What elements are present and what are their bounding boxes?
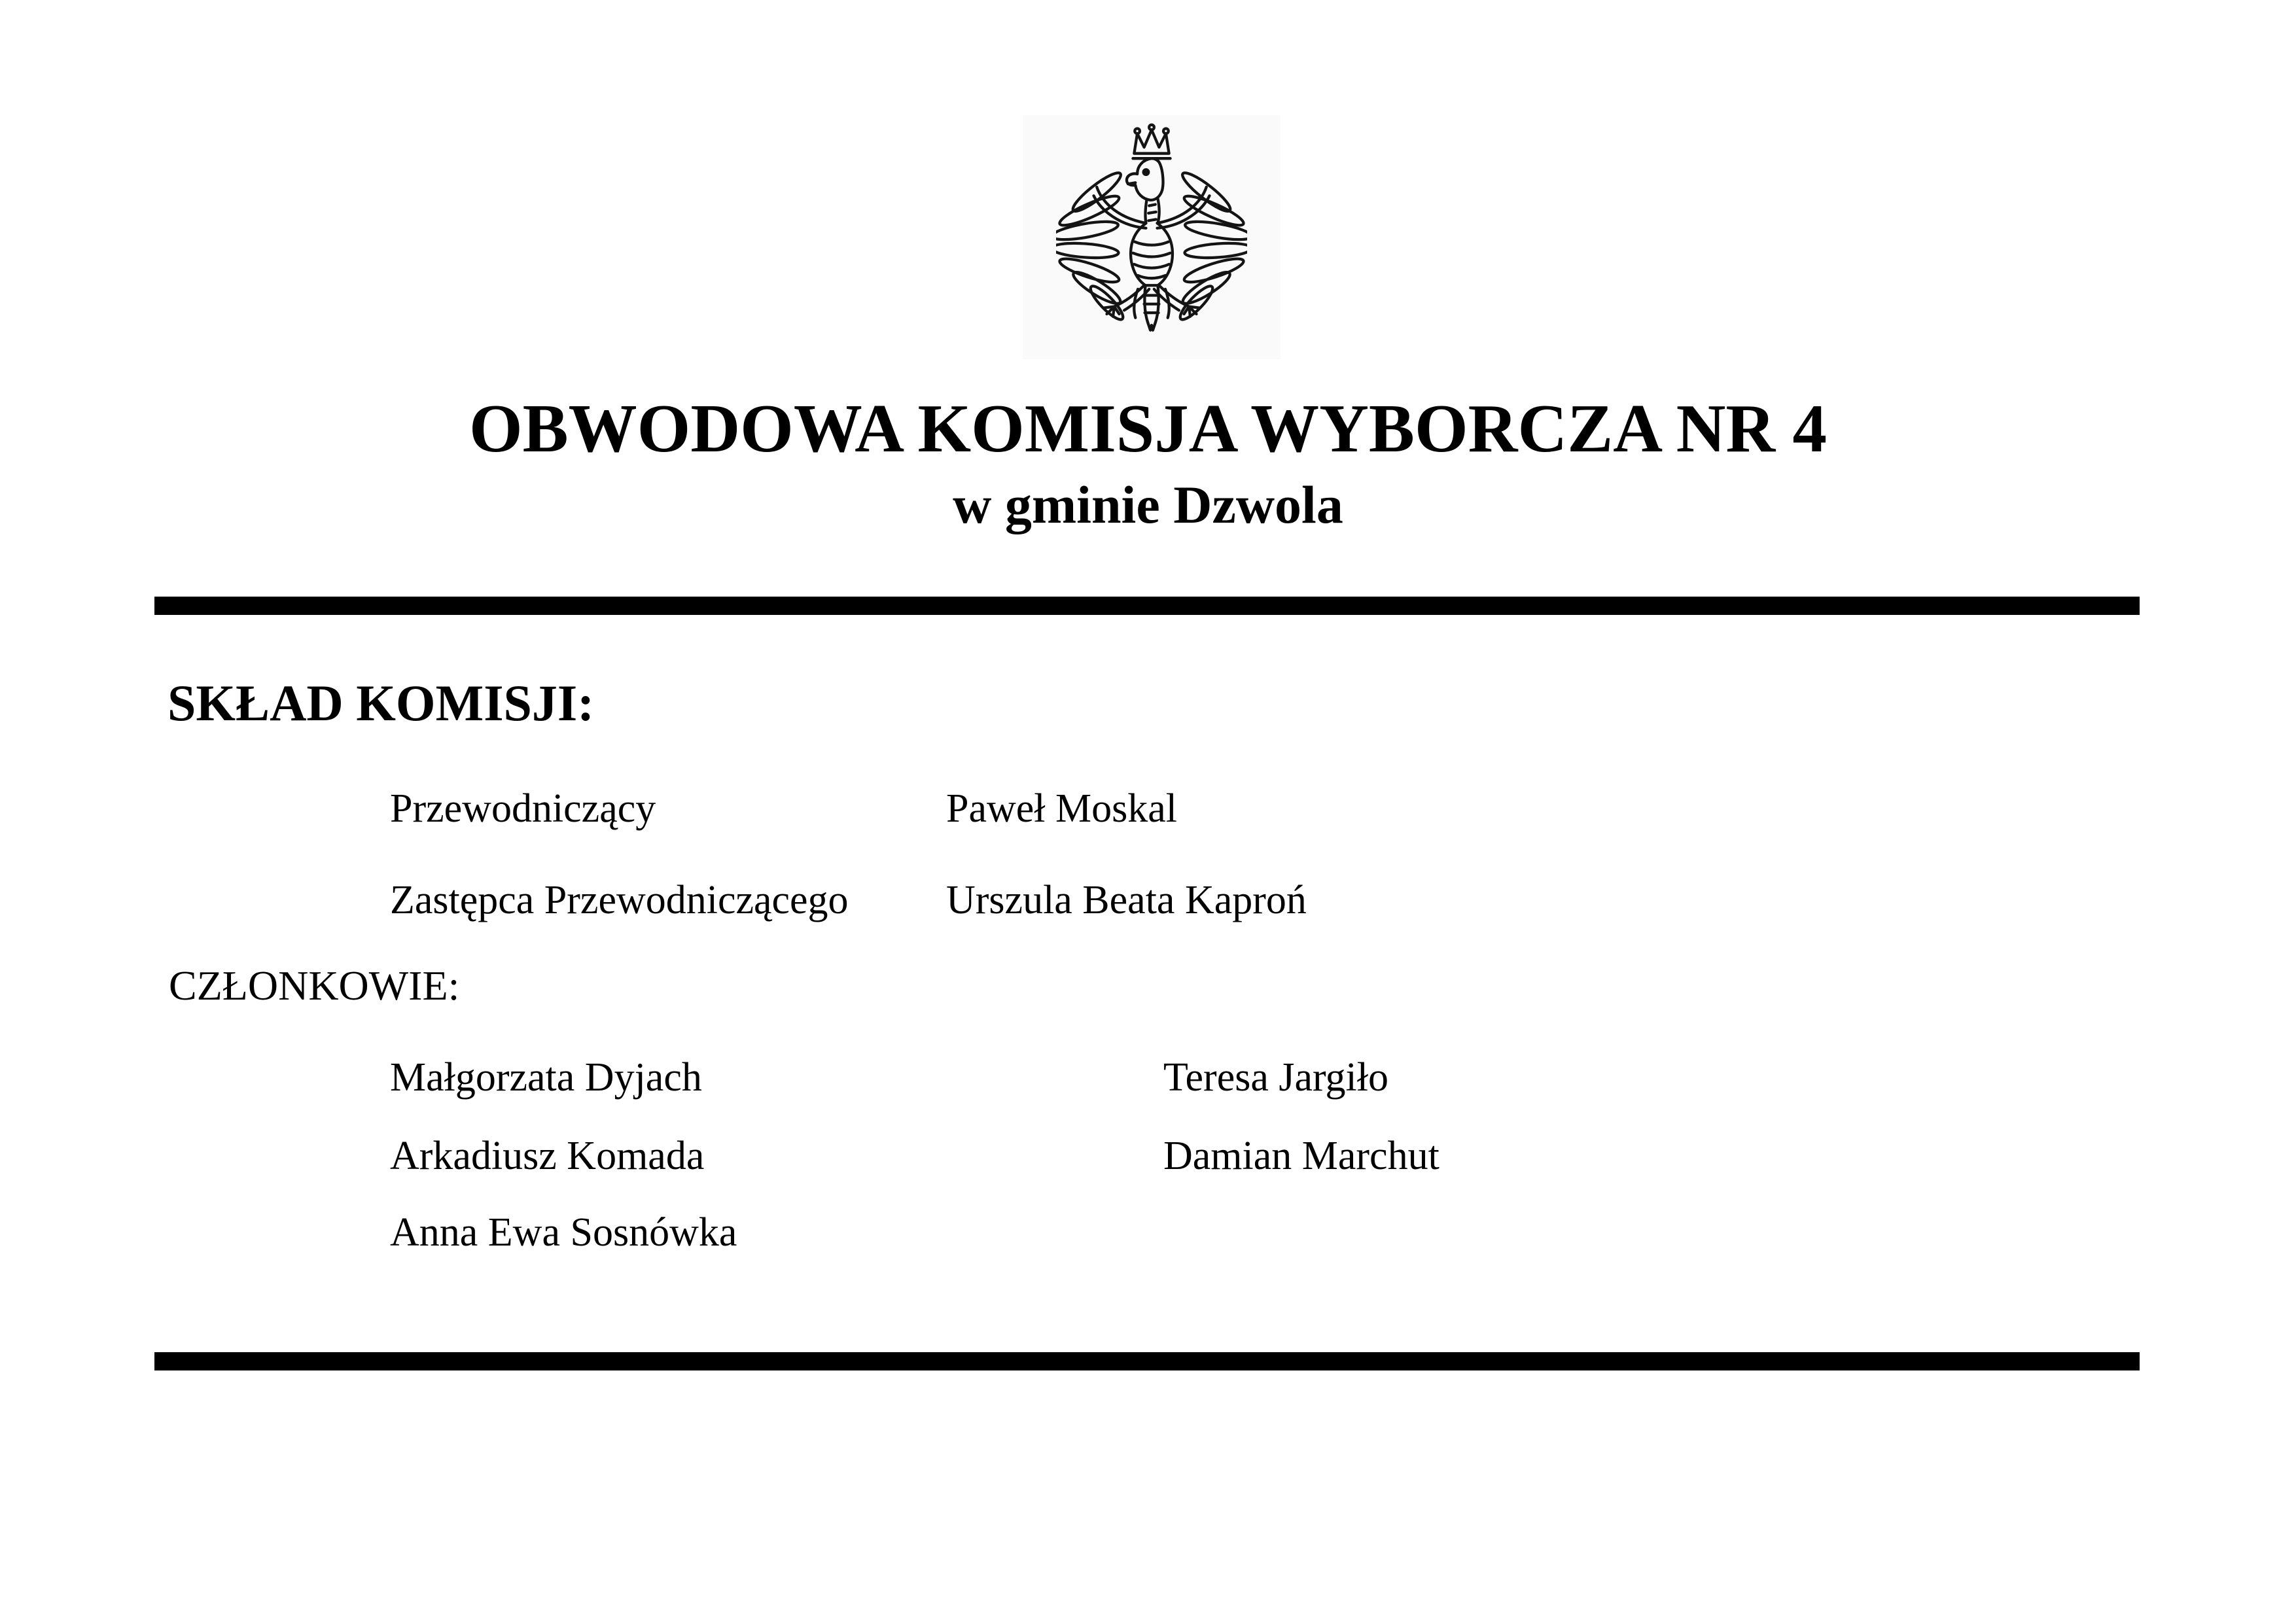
member-name: Teresa Jargiło [1163, 1055, 1388, 1100]
officer-role-chairman: Przewodniczący [390, 786, 656, 831]
page-subtitle: w gminie Dzwola [953, 475, 1343, 534]
member-name: Arkadiusz Komada [390, 1134, 705, 1178]
polish-eagle-icon [1056, 122, 1247, 353]
officer-name-chairman: Paweł Moskal [946, 786, 1178, 831]
member-name: Małgorzata Dyjach [390, 1055, 702, 1100]
page-title: OBWODOWA KOMISJA WYBORCZA NR 4 [468, 390, 1828, 466]
members-heading-czlonkowie: CZŁONKOWIE: [169, 962, 460, 1009]
section-heading-sklad-komisji: SKŁAD KOMISJI: [168, 674, 595, 731]
member-name: Anna Ewa Sosnówka [390, 1210, 737, 1255]
horizontal-rule-bottom [154, 1352, 2140, 1370]
officer-name-deputy: Urszula Beata Kaproń [946, 878, 1307, 922]
horizontal-rule-top [154, 597, 2140, 615]
emblem-image-block [1023, 115, 1280, 359]
member-name: Damian Marchut [1163, 1134, 1439, 1178]
officer-role-deputy: Zastępca Przewodniczącego [390, 878, 849, 922]
